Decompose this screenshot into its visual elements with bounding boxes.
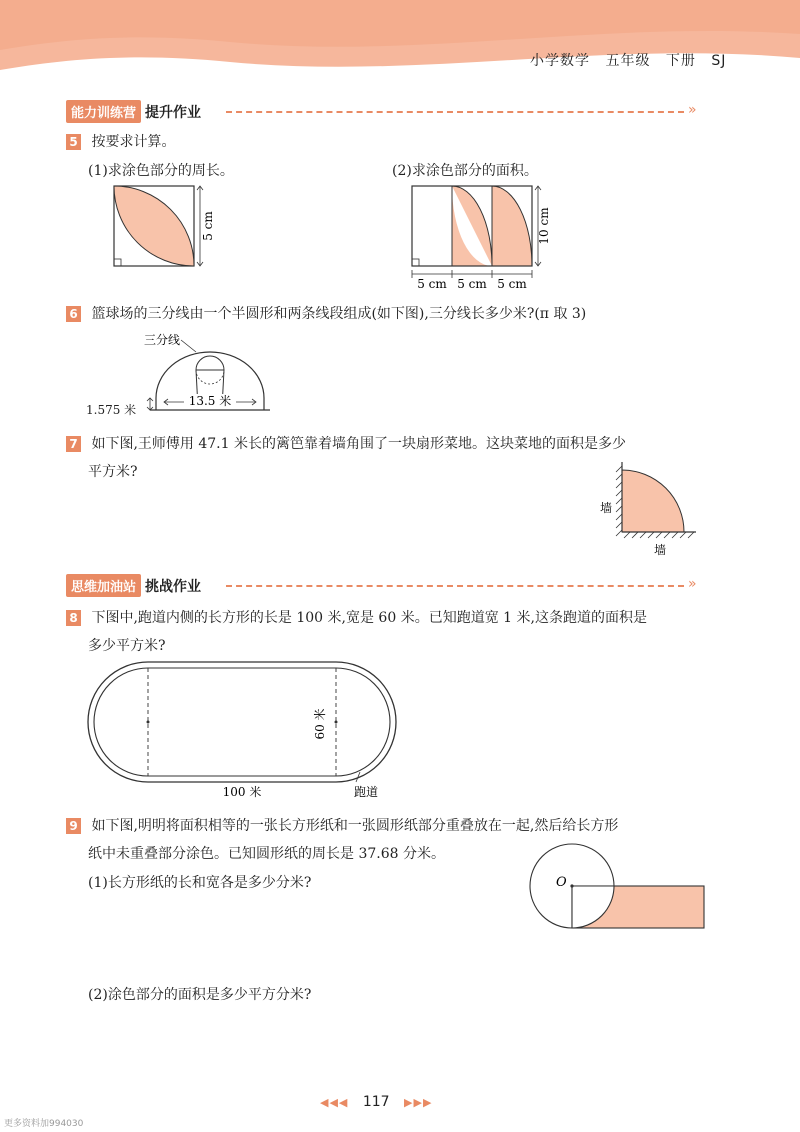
q9-figure xyxy=(524,836,714,936)
q5-figure1 xyxy=(100,182,230,272)
section2-subtitle: 挑战作业 xyxy=(145,579,202,595)
q5-figure2 xyxy=(408,182,558,292)
section2-badge: 思维加油站 xyxy=(66,574,141,597)
q9-part2-text: (2)涂色部分的面积是多少平方分米? xyxy=(88,987,312,1003)
section2-arrow-icon: » xyxy=(688,576,697,592)
q9-text-line1: 如下图,明明将面积相等的一张长方形纸和一张圆形纸部分重叠放在一起,然后给长方形 xyxy=(91,818,619,834)
section1-arrow-icon: » xyxy=(688,102,697,118)
header-volume: 下册 xyxy=(665,53,696,69)
q8-number: 8 xyxy=(66,610,81,626)
q5-fig2-seg1: 5 cm xyxy=(417,277,447,291)
page-number: 117 xyxy=(362,1094,390,1110)
q5-text: 按要求计算。 xyxy=(91,134,176,150)
q8-text-line1: 下图中,跑道内侧的长方形的长是 100 米,宽是 60 米。已知跑道宽 1 米,这条跑道的面积是 xyxy=(91,610,647,626)
q6-text: 篮球场的三分线由一个半圆形和两条线段组成(如下图),三分线长多少米?(π 取 3) xyxy=(91,306,587,322)
q6-line-label: 三分线 xyxy=(144,333,181,347)
q8-figure xyxy=(84,654,414,804)
q9-number: 9 xyxy=(66,818,81,834)
q6-width-label: 13.5 米 xyxy=(188,394,232,408)
q8-width-label: 60 米 xyxy=(313,708,327,740)
q5-number: 5 xyxy=(66,134,81,150)
q9-center-label: O xyxy=(556,875,567,890)
watermark-text: 更多资料加994030 xyxy=(4,1119,84,1129)
q9-text-line2: 纸中未重叠部分涂色。已知圆形纸的周长是 37.68 分米。 xyxy=(88,846,445,862)
q5-stem xyxy=(66,128,175,156)
q5-fig2-seg3: 5 cm xyxy=(497,277,527,291)
footer-left-arrows-icon: ◀◀◀ xyxy=(320,1096,349,1109)
q5-part1-text: (1)求涂色部分的周长。 xyxy=(88,163,234,179)
q5-fig1-side-label: 5 cm xyxy=(201,211,215,241)
section2-header xyxy=(66,574,201,597)
q7-wall-bottom: 墙 xyxy=(654,543,667,557)
q7-number: 7 xyxy=(66,436,81,452)
footer-right-arrows-icon: ▶▶▶ xyxy=(404,1096,433,1109)
q8-stem xyxy=(66,604,647,632)
header-edition: SJ xyxy=(711,53,727,69)
q6-number: 6 xyxy=(66,306,81,322)
q8-length-label: 100 米 xyxy=(222,785,262,799)
header-subject: 小学数学 xyxy=(530,53,590,69)
q6-stem xyxy=(66,300,586,328)
q8-text-line2: 多少平方米? xyxy=(88,638,166,654)
section1-header xyxy=(66,100,201,123)
q5-part2-text: (2)求涂色部分的面积。 xyxy=(392,163,538,179)
q6-height-label: 1.575 米 xyxy=(86,403,137,417)
q7-wall-left: 墙 xyxy=(600,501,613,515)
q5-fig2-height-label: 10 cm xyxy=(537,207,551,245)
q7-figure xyxy=(592,458,712,560)
page-footer xyxy=(320,1094,432,1110)
header-band xyxy=(0,0,800,90)
section1-badge: 能力训练营 xyxy=(66,100,141,123)
section2-divider xyxy=(226,585,684,587)
header-grade: 五年级 xyxy=(605,53,651,69)
q7-text-line1: 如下图,王师傅用 47.1 米长的篱笆靠着墙角围了一块扇形菜地。这块菜地的面积是多少 xyxy=(91,436,626,452)
q9-part1-text: (1)长方形纸的长和宽各是多少分米? xyxy=(88,875,312,891)
q7-stem xyxy=(66,430,626,458)
q7-text-line2: 平方米? xyxy=(88,464,138,480)
header-info xyxy=(520,50,726,70)
q8-track-label: 跑道 xyxy=(354,785,379,799)
q5-fig2-seg2: 5 cm xyxy=(457,277,487,291)
section1-subtitle: 提升作业 xyxy=(145,105,202,121)
section1-divider xyxy=(226,111,684,113)
